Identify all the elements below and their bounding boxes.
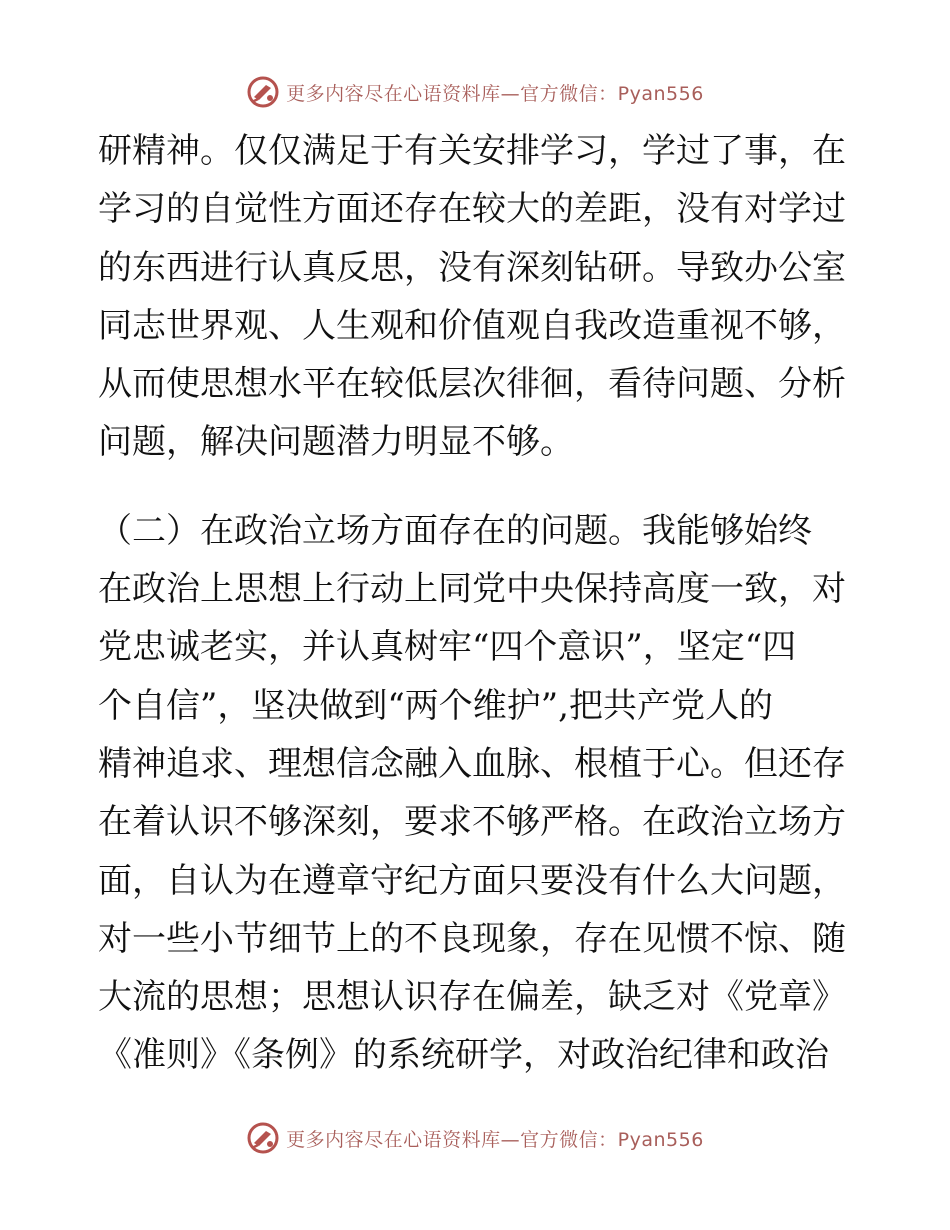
writing-hand-logo-icon	[246, 1121, 280, 1155]
header-watermark-banner	[0, 72, 950, 112]
text-line: 《准则》《条例》的系统研学，对政治纪律和政治	[98, 1035, 829, 1076]
text-line: 党忠诚老实，并认真树牢“四个意识”，坚定“四	[98, 627, 797, 668]
footer-watermark-banner	[0, 1118, 950, 1158]
text-line: 对一些小节细节上的不良现象，存在见惯不惊、随	[98, 918, 846, 959]
text-line: 精神追求、理想信念融入血脉、根植于心。但还存	[98, 743, 846, 784]
paragraph-political-stance	[98, 502, 858, 1085]
document-body	[98, 122, 858, 1085]
writing-hand-logo-icon	[246, 75, 280, 109]
text-line: 在着认识不够深刻，要求不够严格。在政治立场方	[98, 802, 846, 843]
footer-banner-text: 更多内容尽在心语资料库—官方微信：Pyan556	[286, 1128, 704, 1151]
paragraph-gap	[98, 472, 858, 502]
text-line: 个自信”，坚决做到“两个维护”,把共产党人的	[98, 685, 773, 726]
section-heading-line: （二）在政治立场方面存在的问题。我能够始终	[98, 510, 812, 551]
text-line: 面，自认为在遵章守纪方面只要没有什么大问题，	[98, 860, 846, 901]
text-line: 在政治上思想上行动上同党中央保持高度一致，对	[98, 569, 846, 610]
text-line: 学习的自觉性方面还存在较大的差距，没有对学过	[98, 189, 846, 230]
text-line: 研精神。仅仅满足于有关安排学习，学过了事，在	[98, 131, 846, 171]
text-line: 大流的思想；思想认识存在偏差，缺乏对《党章》	[98, 977, 846, 1018]
header-banner-text: 更多内容尽在心语资料库—官方微信：Pyan556	[286, 82, 704, 105]
text-line: 的东西进行认真反思，没有深刻钻研。导致办公室	[98, 247, 846, 288]
text-line: 同志世界观、人生观和价值观自我改造重视不够，	[98, 305, 846, 346]
text-line: 从而使思想水平在较低层次徘徊，看待问题、分析	[98, 364, 846, 405]
text-line: 问题，解决问题潜力明显不够。	[98, 422, 574, 463]
paragraph-study-attitude	[98, 122, 858, 472]
